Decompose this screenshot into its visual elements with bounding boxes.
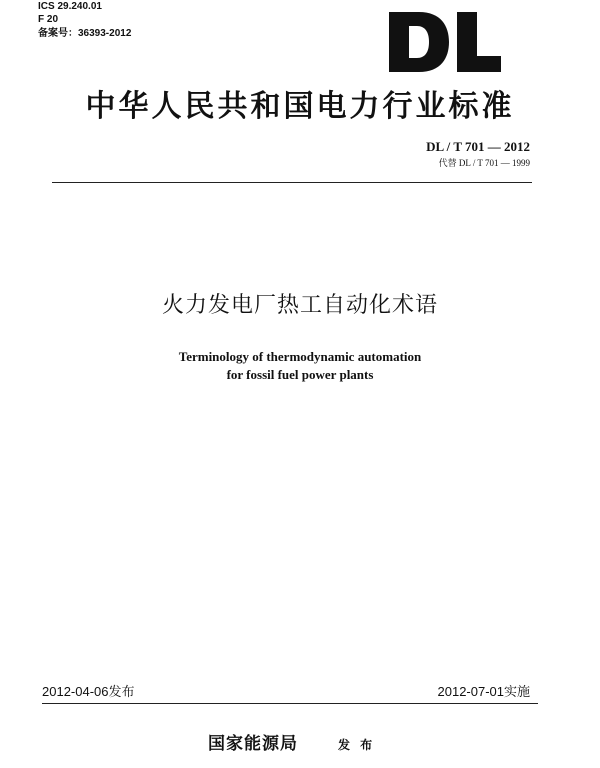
org-title: 中华人民共和国电力行业标准 [85, 89, 515, 124]
title-english-line2: for fossil fuel power plants [226, 367, 374, 382]
dl-logo [385, 6, 505, 78]
replaces-standard: 代替 DL / T 701 — 1999 [438, 158, 530, 168]
issuer-name: 国家能源局 [208, 734, 298, 754]
ics-code: ICS 29.240.01 [38, 1, 102, 12]
issuer-action: 发 布 [338, 738, 376, 752]
classification-code: F 20 [38, 14, 59, 25]
title-chinese: 火力发电厂热工自动化术语 [161, 293, 438, 318]
record-number: 备案号：36393-2012 [38, 28, 132, 39]
top-divider [52, 182, 532, 183]
publish-date: 2012-04-06发布 [42, 684, 135, 699]
implement-date: 2012-07-01实施 [437, 684, 530, 699]
bottom-divider [42, 703, 538, 704]
standard-number: DL / T 701 — 2012 [426, 139, 530, 154]
title-english-line1: Terminology of thermodynamic automation [178, 349, 422, 364]
